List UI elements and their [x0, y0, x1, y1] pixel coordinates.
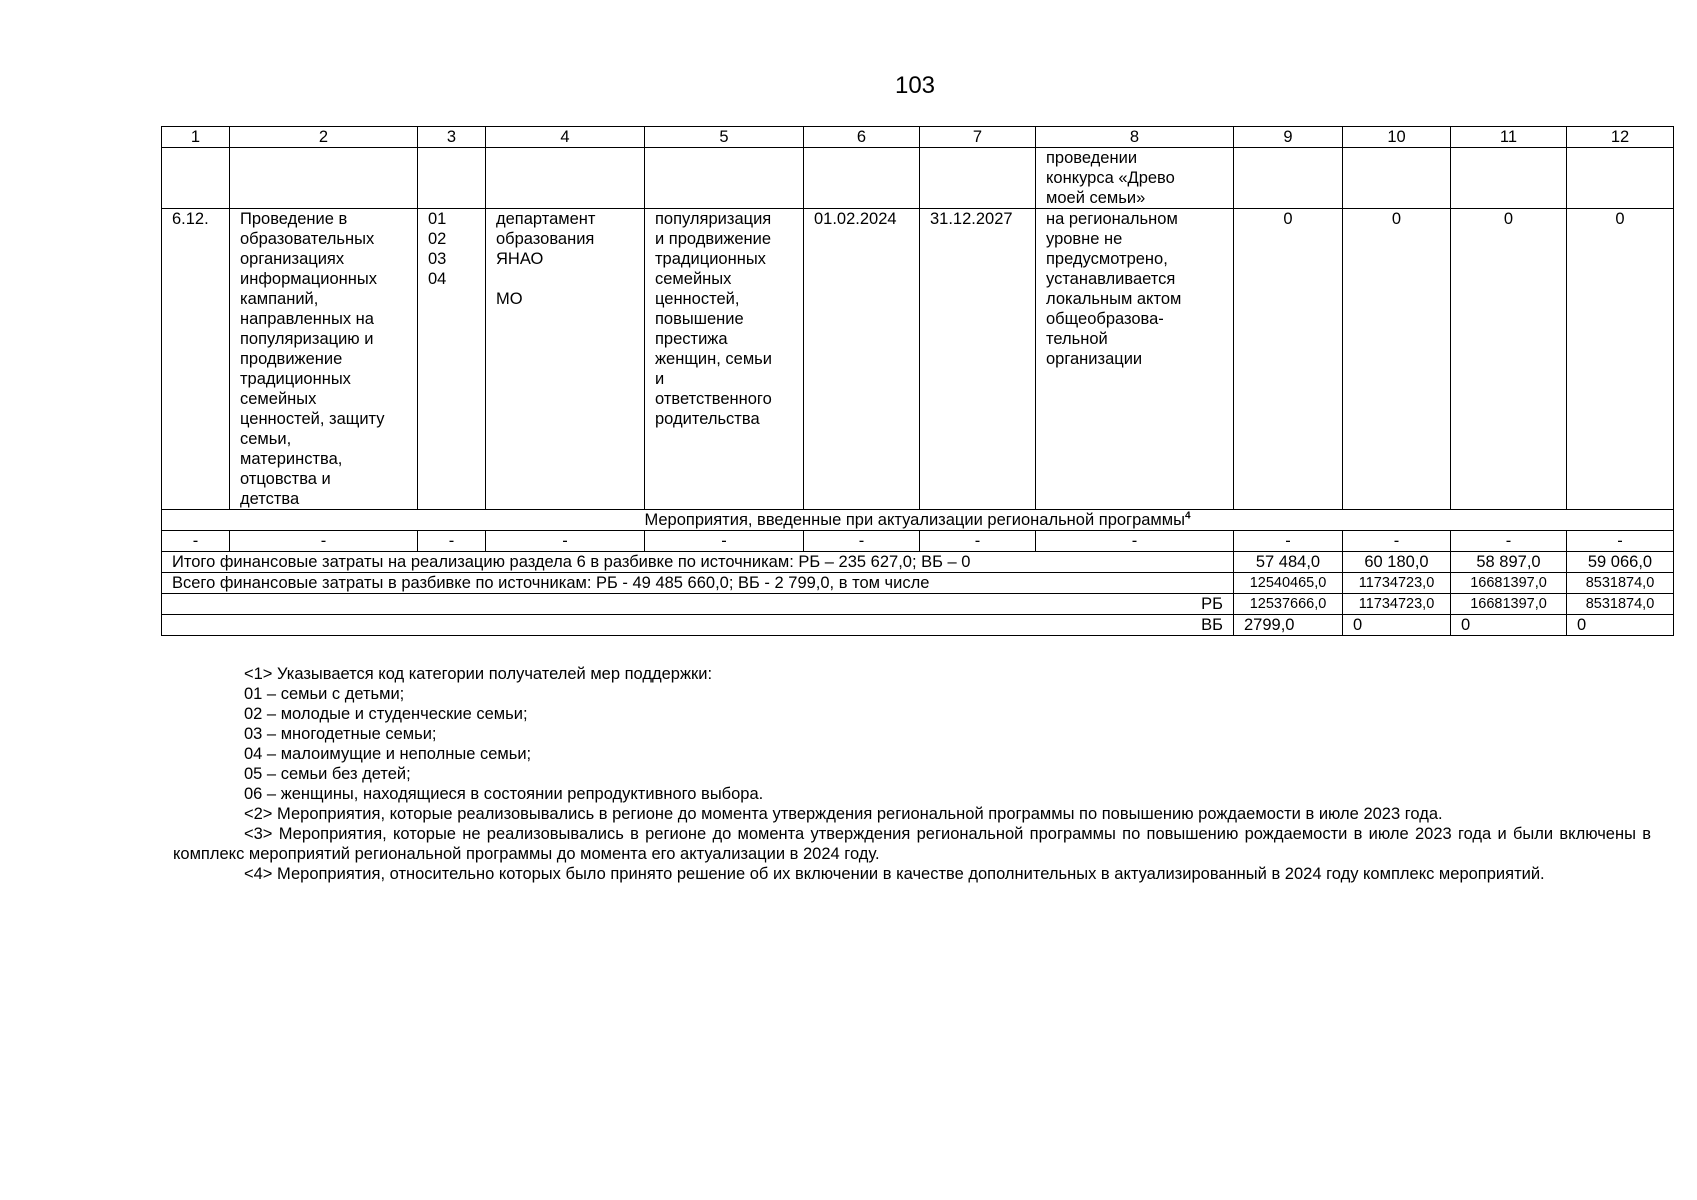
dash-cell: -	[1451, 531, 1567, 552]
value-cell: 60 180,0	[1343, 552, 1451, 573]
rb-label: РБ	[162, 594, 1234, 615]
header-cell: 4	[486, 127, 645, 148]
dash-cell: -	[645, 531, 804, 552]
row-number: 6.12.	[162, 209, 230, 510]
value-cell: 2799,0	[1234, 615, 1343, 636]
responsible: департамент образования ЯНАО МО	[486, 209, 645, 510]
value-cell: 16681397,0	[1451, 594, 1567, 615]
start-date: 01.02.2024	[804, 209, 920, 510]
value-cell: 0	[1343, 615, 1451, 636]
header-cell: 11	[1451, 127, 1567, 148]
dash-cell: -	[804, 531, 920, 552]
value-cell: 0	[1451, 209, 1567, 510]
total-all-label: Всего финансовые затраты в разбивке по источникам: РБ - 49 485 660,0; ВБ - 2 799,0, в том числе	[162, 573, 1234, 594]
dash-cell: -	[1343, 531, 1451, 552]
header-cell: 6	[804, 127, 920, 148]
footnote: <3> Мероприятия, которые не реализовывались в регионе до момента утверждения региональной программы по повышению рождаемости в июле 2023 года и были включены в комплекс мероприятий региональной программы до момента его актуализации в 2024 году.	[173, 825, 1651, 863]
dash-cell: -	[418, 531, 486, 552]
footnote: 04 – малоимущие и неполные семьи;	[244, 745, 532, 763]
value-cell: 0	[1567, 209, 1674, 510]
header-cell: 5	[645, 127, 804, 148]
value-cell: 8531874,0	[1567, 594, 1674, 615]
value-cell: 57 484,0	[1234, 552, 1343, 573]
header-cell: 7	[920, 127, 1036, 148]
footnote: 06 – женщины, находящиеся в состоянии репродуктивного выбора.	[244, 785, 764, 803]
total-section-row	[162, 552, 1674, 573]
continuation-financing-cell: проведении конкурса «Древо моей семьи»	[1036, 148, 1234, 209]
value-cell: 11734723,0	[1343, 573, 1451, 594]
footnote: <2> Мероприятия, которые реализовывались в регионе до момента утверждения региональной программы по повышению рождаемости в июле 2023 года.	[244, 805, 1443, 823]
dash-cell: -	[1234, 531, 1343, 552]
value-cell: 0	[1451, 615, 1567, 636]
footnote: 02 – молодые и студенческие семьи;	[244, 705, 528, 723]
value-cell: 0	[1343, 209, 1451, 510]
value-cell: 58 897,0	[1451, 552, 1567, 573]
header-cell: 9	[1234, 127, 1343, 148]
header-cell: 2	[230, 127, 418, 148]
header-cell: 1	[162, 127, 230, 148]
header-cell: 8	[1036, 127, 1234, 148]
expected-result: популяризация и продвижение традиционных семейных ценностей, повышение престижа женщин, семьи и ответственного родительства	[645, 209, 804, 510]
footnote: <4> Мероприятия, относительно которых было принято решение об их включении в качестве дополнительных в актуализированный в 2024 году комплекс мероприятий.	[244, 865, 1545, 883]
dash-cell: -	[486, 531, 645, 552]
header-row	[162, 127, 1674, 148]
header-cell: 12	[1567, 127, 1674, 148]
dash-cell: -	[1567, 531, 1674, 552]
total-all-row	[162, 573, 1674, 594]
end-date: 31.12.2027	[920, 209, 1036, 510]
value-cell: 59 066,0	[1567, 552, 1674, 573]
table-row	[162, 209, 1674, 510]
total-section-label: Итого финансовые затраты на реализацию раздела 6 в разбивке по источникам: РБ – 235 627,0; ВБ – 0	[162, 552, 1234, 573]
measures-table	[161, 126, 1674, 636]
table-row	[162, 148, 1674, 209]
table-row	[162, 531, 1674, 552]
rb-row	[162, 594, 1674, 615]
header-cell: 10	[1343, 127, 1451, 148]
financing-note: на региональном уровне не предусмотрено, устанавливается локальным актом общеобразова- тельной организации	[1036, 209, 1234, 510]
footnote: 05 – семьи без детей;	[244, 765, 411, 783]
section-row	[162, 510, 1674, 531]
page-number: 103	[894, 72, 936, 99]
section-title: Мероприятия, введенные при актуализации региональной программы$^4$	[162, 510, 1674, 531]
dash-cell: -	[230, 531, 418, 552]
value-cell: 12540465,0	[1234, 573, 1343, 594]
value-cell: 11734723,0	[1343, 594, 1451, 615]
value-cell: 0	[1567, 615, 1674, 636]
footnotes	[173, 664, 1651, 884]
vb-row	[162, 615, 1674, 636]
footnote: 03 – многодетные семьи;	[244, 725, 437, 743]
category-codes: 01 02 03 04	[418, 209, 486, 510]
measure-name: Проведение в образовательных организациях информационных кампаний, направленных на популяризацию и продвижение традиционных семейных ценностей, защиту семьи, материнства, отцовства и детства	[230, 209, 418, 510]
footnote: <1> Указывается код категории получателей мер поддержки:	[244, 665, 713, 683]
dash-cell: -	[920, 531, 1036, 552]
value-cell: 0	[1234, 209, 1343, 510]
footnote: 01 – семьи с детьми;	[244, 685, 405, 703]
value-cell: 12537666,0	[1234, 594, 1343, 615]
dash-cell: -	[162, 531, 230, 552]
vb-label: ВБ	[162, 615, 1234, 636]
value-cell: 16681397,0	[1451, 573, 1567, 594]
value-cell: 8531874,0	[1567, 573, 1674, 594]
header-cell: 3	[418, 127, 486, 148]
dash-cell: -	[1036, 531, 1234, 552]
